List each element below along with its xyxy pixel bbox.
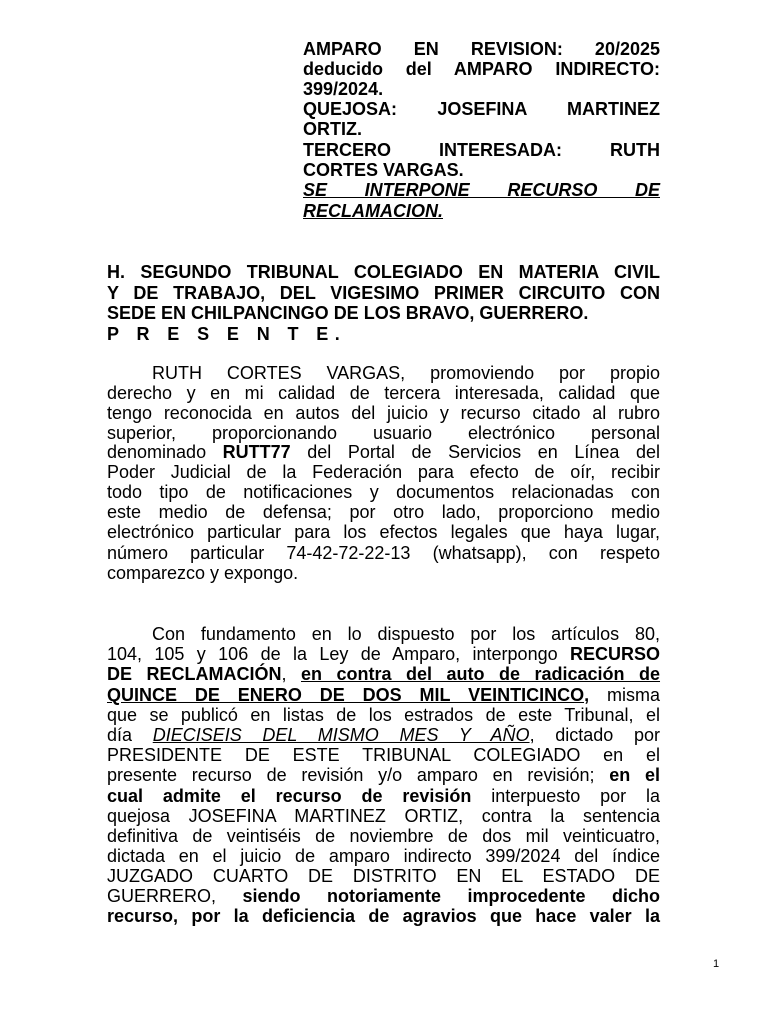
case-header-line: QUEJOSA: JOSEFINA MARTINEZ xyxy=(303,99,660,119)
text-run: , dictado por xyxy=(529,725,660,745)
text-run: GUERRERO, xyxy=(107,886,243,906)
paragraph-line: recurso, por la deficiencia de agravios que hace valer la xyxy=(107,906,660,926)
text-run-bold: DE RECLAMACIÓN xyxy=(107,664,282,684)
case-header-line: ORTIZ. xyxy=(303,119,362,139)
text-run: interpuesto por la xyxy=(471,786,660,806)
paragraph-line xyxy=(107,685,660,705)
paragraph-line: todo tipo de notificaciones y documentos relacionadas con xyxy=(107,482,660,502)
case-header-line: deducido del AMPARO INDIRECTO: xyxy=(303,59,660,79)
username-text: RUTT77 xyxy=(222,442,291,462)
paragraph-line: quejosa JOSEFINA MARTINEZ ORTIZ, contra la sentencia xyxy=(107,806,660,826)
paragraph-line: superior, proporcionando usuario electrónico personal xyxy=(107,423,660,443)
paragraph-line xyxy=(107,765,660,785)
paragraph-line: electrónico particular para los efectos legales que haya lugar, xyxy=(107,522,660,542)
case-header-line: TERCERO INTERESADA: RUTH xyxy=(303,140,660,160)
paragraph-line xyxy=(107,644,660,664)
paragraph-line: Con fundamento en lo dispuesto por los artículos 80, xyxy=(152,624,660,644)
paragraph-line: Poder Judicial de la Federación para efecto de oír, recibir xyxy=(107,462,660,482)
case-header-line: 399/2024. xyxy=(303,79,384,99)
case-header-subject: SE INTERPONE RECURSO DE xyxy=(303,180,660,200)
paragraph-line: que se publicó en listas de los estrados de este Tribunal, el xyxy=(107,705,660,725)
text-run: presente recurso de revisión y/o amparo en revisión; xyxy=(107,765,610,785)
text-run-italic-underline: DIECISEIS DEL MISMO MES Y AÑO xyxy=(152,725,530,745)
paragraph-line: JUZGADO CUARTO DE DISTRITO EN EL ESTADO DE xyxy=(107,866,660,886)
text-run-bold-underline: en contra del auto de radicación de xyxy=(301,664,661,684)
text-run: 104, 105 y 106 de la Ley de Amparo, interpongo xyxy=(107,644,570,664)
paragraph-line xyxy=(107,786,660,806)
case-header-line: CORTES VARGAS. xyxy=(303,160,464,180)
paragraph-line: este medio de defensa; por otro lado, proporciono medio xyxy=(107,502,660,522)
paragraph-line xyxy=(107,442,660,462)
text-run: misma xyxy=(589,685,661,705)
addressee-line: H. SEGUNDO TRIBUNAL COLEGIADO EN MATERIA CIVIL xyxy=(107,262,660,282)
addressee-presente: P R E S E N T E. xyxy=(107,324,347,344)
text-run-bold: cual admite el recurso de revisión xyxy=(107,786,472,806)
case-header-subject: RECLAMACION. xyxy=(303,201,443,221)
addressee-line: SEDE EN CHILPANCINGO DE LOS BRAVO, GUERRERO. xyxy=(107,303,589,323)
text-run: del Portal de Servicios en Línea del xyxy=(290,442,660,462)
paragraph-line xyxy=(107,664,660,684)
text-run: día xyxy=(107,725,153,745)
text-run-bold-underline: QUINCE DE ENERO DE DOS MIL VEINTICINCO, xyxy=(107,685,590,705)
page-number: 1 xyxy=(712,958,720,970)
case-header-line: AMPARO EN REVISION: 20/2025 xyxy=(303,39,660,59)
text-run: denominado xyxy=(107,442,223,462)
paragraph-line: definitiva de veintiséis de noviembre de dos mil veinticuatro, xyxy=(107,826,660,846)
paragraph-line: RUTH CORTES VARGAS, promoviendo por propio xyxy=(152,363,660,383)
paragraph-line: derecho y en mi calidad de tercera interesada, calidad que xyxy=(107,383,660,403)
text-run: , xyxy=(281,664,301,684)
text-run-bold: RECURSO xyxy=(569,644,660,664)
addressee-line: Y DE TRABAJO, DEL VIGESIMO PRIMER CIRCUITO CON xyxy=(107,283,660,303)
paragraph-line: tengo reconocida en autos del juicio y recurso citado al rubro xyxy=(107,403,660,423)
paragraph-line: comparezco y expongo. xyxy=(107,563,299,583)
paragraph-line: dictada en el juicio de amparo indirecto 399/2024 del índice xyxy=(107,846,660,866)
text-run-bold: en el xyxy=(609,765,660,785)
paragraph-line xyxy=(107,725,660,745)
paragraph-line: PRESIDENTE DE ESTE TRIBUNAL COLEGIADO en el xyxy=(107,745,660,765)
paragraph-line: número particular 74-42-72-22-13 (whatsapp), con respeto xyxy=(107,543,660,563)
text-run-bold: siendo notoriamente improcedente dicho xyxy=(242,886,660,906)
paragraph-line xyxy=(107,886,660,906)
